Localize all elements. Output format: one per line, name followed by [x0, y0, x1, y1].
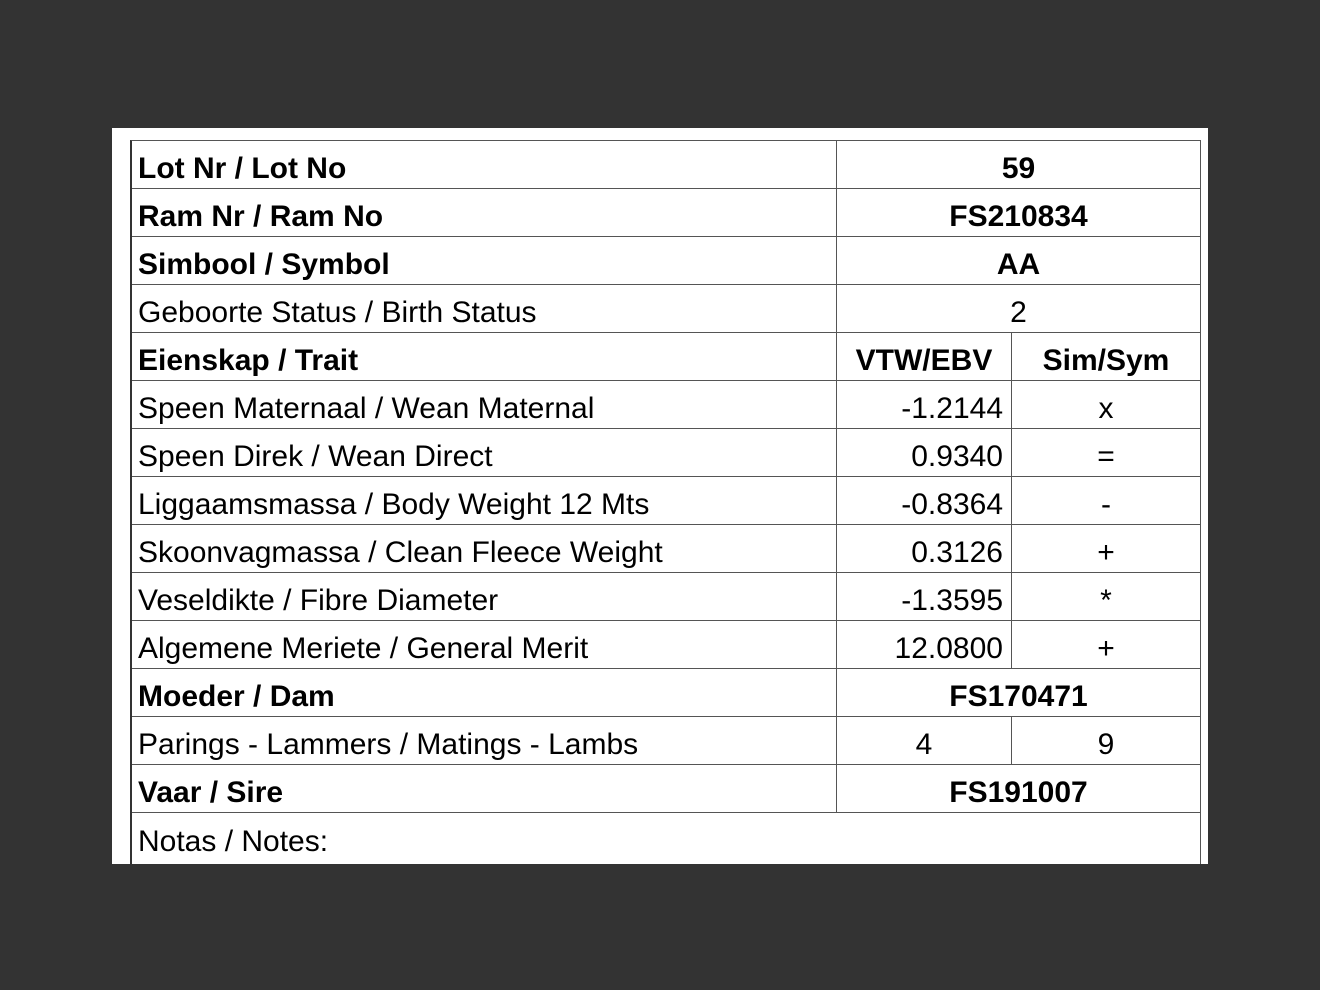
matings-label: Parings - Lammers / Matings - Lambs — [132, 717, 837, 764]
row-matings — [132, 717, 1200, 765]
sire-value: FS191007 — [949, 776, 1088, 809]
row-trait-header — [132, 333, 1200, 381]
sire-label: Vaar / Sire — [132, 765, 837, 812]
birth-status-value: 2 — [1010, 296, 1027, 329]
notes-label: Notas / Notes: — [138, 825, 329, 858]
matings-value: 4 — [837, 717, 1012, 764]
birth-status-label: Geboorte Status / Birth Status — [132, 285, 837, 332]
row-lot — [132, 141, 1200, 189]
trait-ebv: 0.3126 — [837, 525, 1012, 572]
symbol-label: Simbool / Symbol — [132, 237, 837, 284]
symbol-value: AA — [996, 248, 1041, 281]
trait-row — [132, 573, 1200, 621]
trait-label: Liggaamsmassa / Body Weight 12 Mts — [132, 477, 837, 524]
trait-label: Skoonvagmassa / Clean Fleece Weight — [132, 525, 837, 572]
ram-info-table — [130, 140, 1201, 864]
row-dam — [132, 669, 1200, 717]
lot-value: 59 — [1001, 152, 1036, 185]
row-ram — [132, 189, 1200, 237]
trait-sym: x — [1098, 392, 1114, 425]
trait-row — [132, 477, 1200, 525]
trait-ebv: -1.3595 — [837, 573, 1012, 620]
trait-sym: * — [1100, 584, 1112, 617]
trait-row — [132, 621, 1200, 669]
trait-sym: = — [1097, 440, 1115, 473]
ebv-column-header: VTW/EBV — [837, 333, 1012, 380]
trait-ebv: -0.8364 — [837, 477, 1012, 524]
dam-label: Moeder / Dam — [132, 669, 837, 716]
trait-ebv: -1.2144 — [837, 381, 1012, 428]
trait-row — [132, 525, 1200, 573]
ram-label: Ram Nr / Ram No — [132, 189, 837, 236]
ram-card — [112, 128, 1208, 864]
trait-label: Speen Maternaal / Wean Maternal — [132, 381, 837, 428]
trait-header-label: Eienskap / Trait — [132, 333, 837, 380]
row-sire — [132, 765, 1200, 813]
dam-value: FS170471 — [949, 680, 1088, 713]
row-birth-status — [132, 285, 1200, 333]
trait-ebv: 12.0800 — [837, 621, 1012, 668]
sym-column-header: Sim/Sym — [1042, 344, 1170, 377]
trait-row — [132, 381, 1200, 429]
trait-label: Speen Direk / Wean Direct — [132, 429, 837, 476]
trait-sym: - — [1101, 488, 1111, 521]
trait-row — [132, 429, 1200, 477]
row-symbol — [132, 237, 1200, 285]
lambs-value: 9 — [1097, 728, 1115, 761]
row-notes — [132, 813, 1200, 864]
trait-sym: + — [1097, 536, 1115, 569]
trait-ebv: 0.9340 — [837, 429, 1012, 476]
trait-label: Algemene Meriete / General Merit — [132, 621, 837, 668]
lot-label: Lot Nr / Lot No — [132, 141, 837, 188]
trait-sym: + — [1097, 632, 1115, 665]
trait-label: Veseldikte / Fibre Diameter — [132, 573, 837, 620]
ram-value: FS210834 — [949, 200, 1088, 233]
